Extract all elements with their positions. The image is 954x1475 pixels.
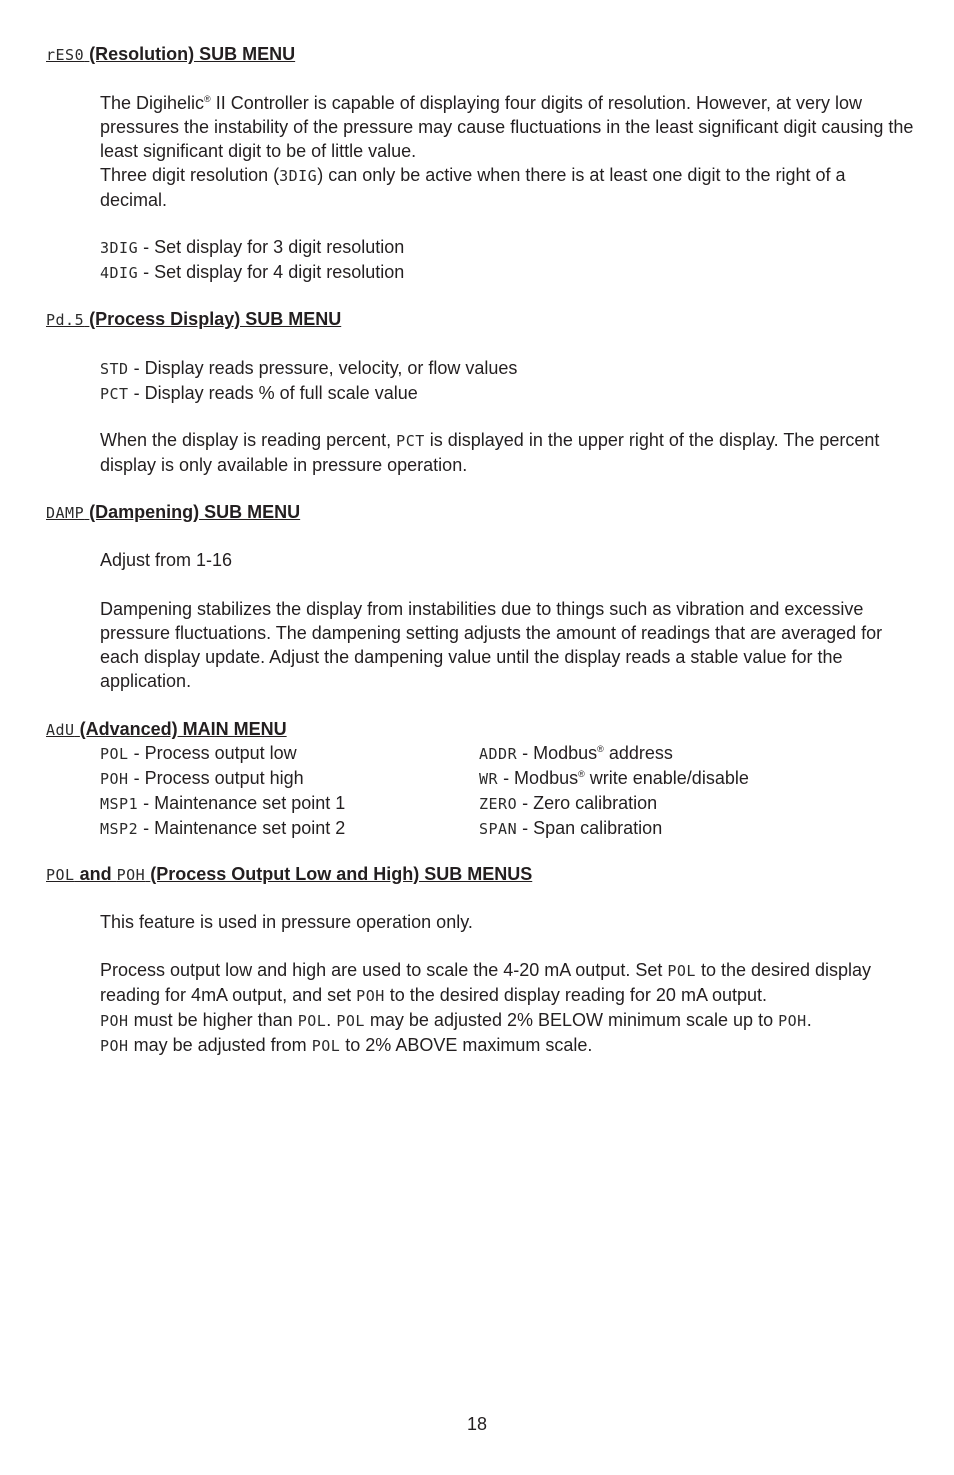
adv-code: AdU [46,721,75,739]
option-code: SPAN [479,820,518,838]
pds-options [100,356,915,406]
option-code: ZERO [479,795,518,813]
list-item [479,816,749,841]
reso-p2-a: Three digit resolution ( [100,165,280,185]
list-item [479,791,749,816]
pol-s8: may be adjusted from [128,1035,312,1055]
option-code: MSP2 [100,820,139,838]
option-text: - Process output low [128,743,297,763]
list-item [100,741,470,766]
option-text: - Span calibration [517,818,663,838]
option-text: write enable/disable [584,768,749,788]
pol-note-text: This feature is used in pressure operation only. [100,912,473,932]
pds-p-a: When the display is reading percent, [100,430,397,450]
option-code: POH [100,770,129,788]
option-text: - Set display for 3 digit resolution [138,237,405,257]
pol-s6: may be adjusted 2% BELOW minimum scale up to [364,1010,779,1030]
pol-c6: POH [778,1012,807,1030]
pol-heading [46,862,532,887]
option-code: ADDR [479,745,518,763]
pds-option-pct [100,381,915,406]
reso-paragraph-1 [100,91,915,163]
option-text: - Zero calibration [517,793,658,813]
option-text: - Set display for 4 digit resolution [138,262,405,282]
pol-c2: POH [356,987,385,1005]
damp-paragraph: Dampening stabilizes the display from instabilities due to things such as vibration and excessive pressure fluctuations. The dampening setting adjusts the amount of readings that are averaged for each display update. Adjust the dampening value until the display reads a stable value for the application. [100,599,883,691]
option-code: 4DIG [100,264,139,282]
option-text: - Modbus [517,743,598,763]
pol-s4: must be higher than [128,1010,298,1030]
list-item [479,741,749,766]
pds-paragraph [100,428,915,477]
reso-option-3dig [100,235,915,260]
option-code: WR [479,770,499,788]
pol-c1: POL [667,962,696,980]
pol-s5: . [326,1010,337,1030]
pds-body [100,428,915,477]
adv-title: (Advanced) MAIN MENU [79,719,287,739]
reso-code: rES0 [46,46,85,64]
pds-option-std [100,356,915,381]
reso-body [100,91,915,212]
registered-mark: ® [597,744,604,754]
pol-paragraph [100,958,915,1058]
pol-s2: to the desired display reading for 4mA output, and set [100,960,872,1005]
pds-code: Pd.5 [46,311,85,329]
list-item [100,816,470,841]
reso-p2-code: 3DIG [279,167,318,185]
option-code: 3DIG [100,239,139,257]
pol-s1: Process output low and high are used to scale the 4-20 mA output. Set [100,960,668,980]
option-text: address [603,743,673,763]
damp-adjust [100,548,915,572]
option-text: - Display reads pressure, velocity, or flow values [128,358,518,378]
list-item [100,766,470,791]
pol-c7: POH [100,1037,129,1055]
option-text: - Maintenance set point 2 [138,818,346,838]
pol-body [100,958,915,1058]
option-code: STD [100,360,129,378]
option-text: - Maintenance set point 1 [138,793,346,813]
adv-heading [46,717,287,742]
registered-mark: ® [578,769,585,779]
pds-p-code: PCT [396,432,425,450]
reso-p1-a: The Digihelic [100,93,205,113]
pol-title: (Process Output Low and High) SUB MENUS [150,864,533,884]
pol-s7: . [806,1010,812,1030]
adv-right-list [479,741,749,841]
option-code: PCT [100,385,129,403]
reso-p2-b: ) can only be active when there is at least one digit to the right of a decimal. [100,165,846,210]
damp-heading [46,500,300,525]
pds-heading [46,307,341,332]
reso-heading [46,42,295,67]
adv-left-list [100,741,470,841]
damp-body [100,597,915,693]
reso-title: (Resolution) SUB MENU [89,44,296,64]
option-code: MSP1 [100,795,139,813]
damp-adjust-text: Adjust from 1-16 [100,550,233,570]
pol-note [100,910,915,934]
pol-and: and [74,864,117,884]
poh-code: POH [116,866,146,884]
pds-p-b: is displayed in the upper right of the display. The percent display is only available in pressure operation. [100,430,880,475]
reso-option-4dig [100,260,915,285]
list-item [479,766,749,791]
page-number: 18 [466,1414,488,1434]
reso-options [100,235,915,285]
damp-title: (Dampening) SUB MENU [89,502,301,522]
damp-code: DAMP [46,504,85,522]
option-text: - Modbus [498,768,579,788]
pol-c8: POL [311,1037,341,1055]
option-text: - Process output high [128,768,304,788]
option-text: - Display reads % of full scale value [128,383,418,403]
list-item [100,791,470,816]
pol-c5: POL [336,1012,365,1030]
option-code: POL [100,745,129,763]
pol-code: POL [46,866,75,884]
pol-c4: POL [297,1012,327,1030]
registered-mark: ® [204,94,211,104]
pol-c3: POH [100,1012,129,1030]
reso-p1-b: II Controller is capable of displaying four digits of resolution. However, at very low pressures the instability of the pressure may cause fluctuations in the least significant digit causing the least significant digit to be of little value. [100,93,914,161]
pol-s3: to the desired display reading for 20 mA output. [384,985,768,1005]
pol-s9: to 2% ABOVE maximum scale. [340,1035,593,1055]
reso-paragraph-2 [100,163,915,212]
pds-title: (Process Display) SUB MENU [89,309,342,329]
